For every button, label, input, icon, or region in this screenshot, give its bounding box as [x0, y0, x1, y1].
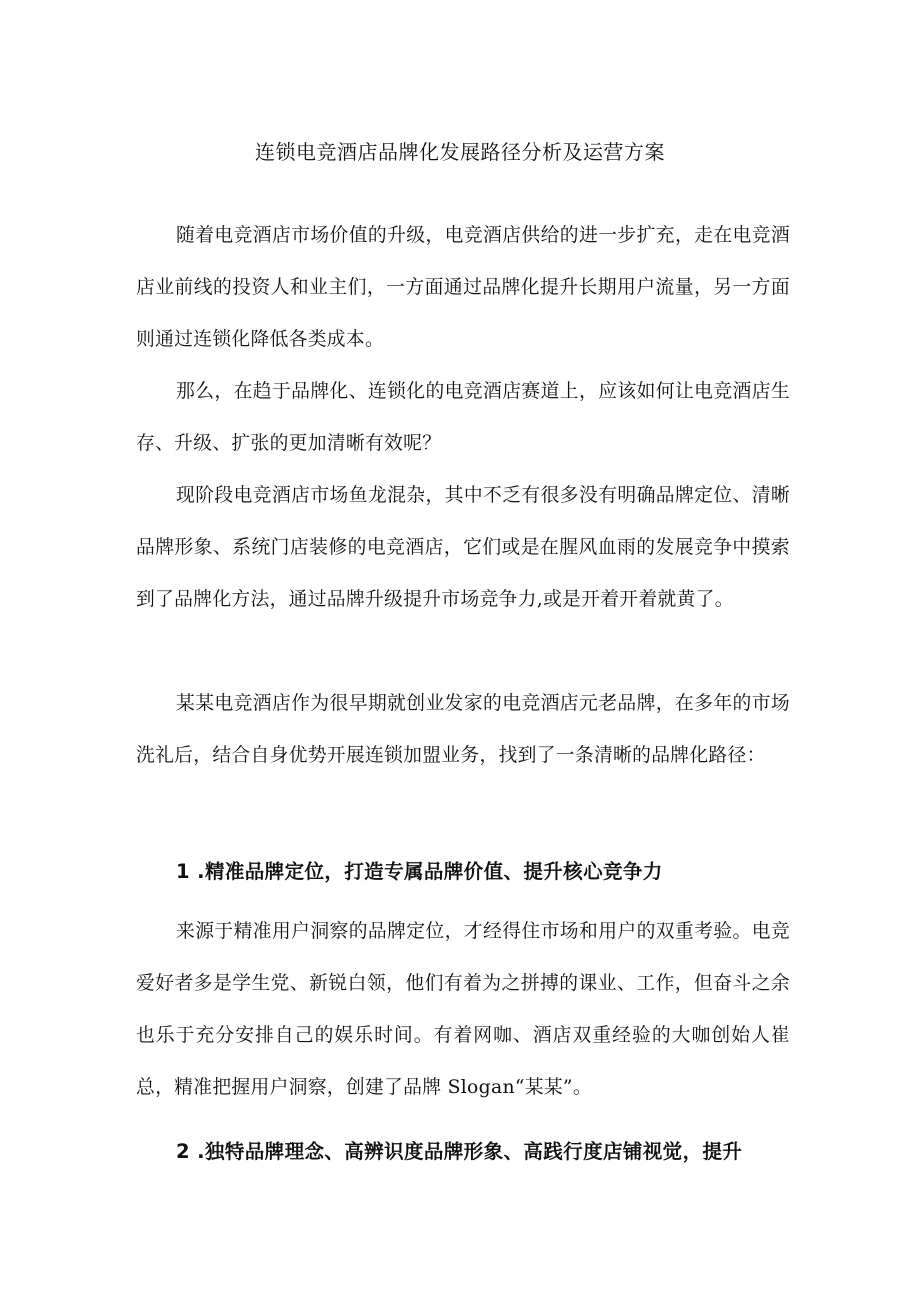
section-heading-2: 2 .独特品牌理念、高辨识度品牌形象、高践行度店铺视觉，提升 [176, 1140, 743, 1163]
paragraph-brand-intro: 某某电竞酒店作为很早期就创业发家的电竞酒店元老品牌，在多年的市场洗礼后，结合自身优势开展连锁加盟业务，找到了一条清晰的品牌化路径： [136, 693, 790, 766]
paragraph-market-status: 现阶段电竞酒店市场鱼龙混杂，其中不乏有很多没有明确品牌定位、清晰品牌形象、系统门店装修的电竞酒店，它们或是在腥风血雨的发展竞争中摸索到了品牌化方法，通过品牌升级提升市场竞争力,或是开着开着就黄了。 [136, 485, 790, 610]
paragraph-market-upgrade: 随着电竞酒店市场价值的升级，电竞酒店供给的进一步扩充，走在电竞酒店业前线的投资人和业主们，一方面通过品牌化提升长期用户流量，另一方面则通过连锁化降低各类成本。 [136, 225, 790, 350]
section-heading-1: 1 .精准品牌定位，打造专属品牌价值、提升核心竞争力 [176, 860, 663, 883]
paragraph-brand-positioning: 来源于精准用户洞察的品牌定位，才经得住市场和用户的双重考验。电竞爱好者多是学生党、新锐白领，他们有着为之拼搏的课业、工作，但奋斗之余也乐于充分安排自己的娱乐时间。有着网咖、酒店双重经验的大咖创始人崔总，精准把握用户洞察，创建了品牌 Slogan“某某”。 [136, 921, 790, 1098]
document-title: 连锁电竞酒店品牌化发展路径分析及运营方案 [255, 140, 665, 164]
paragraph-question: 那么，在趋于品牌化、连锁化的电竞酒店赛道上，应该如何让电竞酒店生存、升级、扩张的更加清晰有效呢？ [136, 381, 790, 454]
